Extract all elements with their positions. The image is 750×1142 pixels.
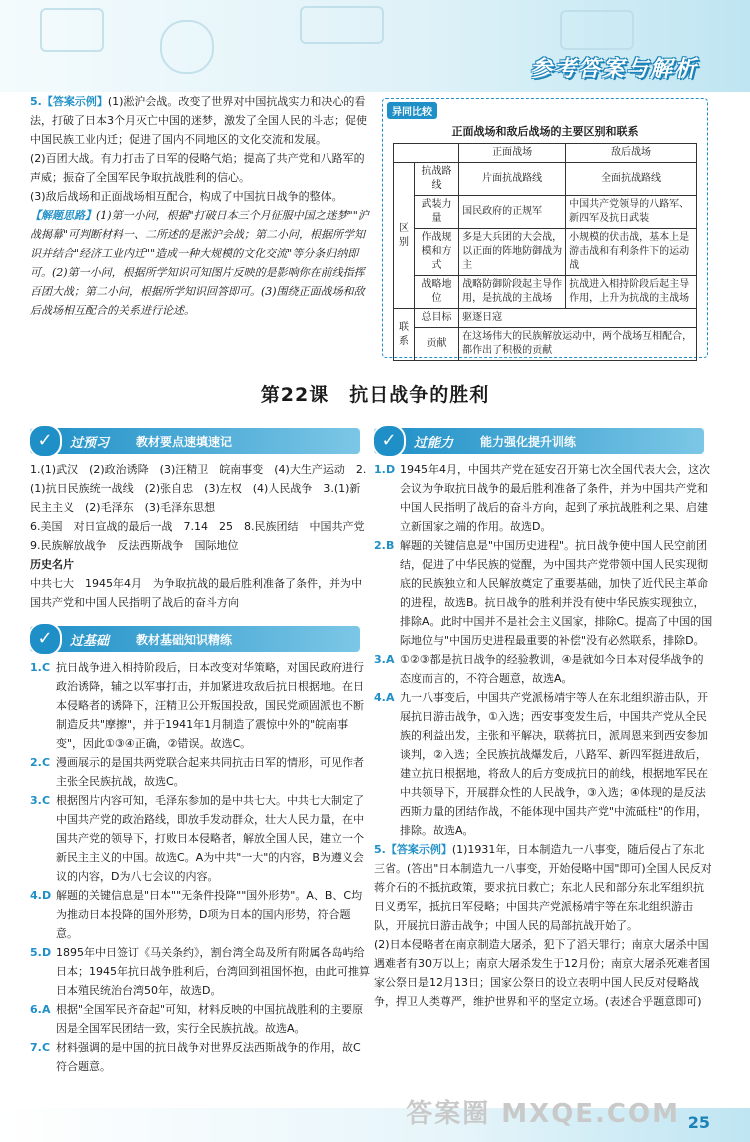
item-number: 3. xyxy=(30,794,42,807)
section-banner xyxy=(30,428,360,454)
compare-title: 正面战场和敌后战场的主要区别和联系 xyxy=(451,125,639,138)
item-answer: C xyxy=(42,661,51,674)
item-text: 根据图片内容可知，毛泽东参加的是中共七大。中共七大制定了中国共产党的政治路线，即放手发动群众，壮大人民力量，在中国共产党的领导下，打败日本侵略者，解放全国人民，建立一个新民主主义的中国。故选C。A为中共"一大"的内容，B为遵义会议的内容，D为八七会议的内容。 xyxy=(56,794,364,883)
table-cell: 片面抗战路线 xyxy=(459,163,566,196)
lesson-title: 第22课 抗日战争的胜利 xyxy=(260,384,490,406)
hint-paragraph xyxy=(30,206,370,320)
item-text: 1895年中日签订《马关条约》，割台湾全岛及所有附属各岛屿给日本；1945年抗日战争胜利后，台湾回到祖国怀抱，由此可推算日本殖民统治台湾50年，故选D。 xyxy=(56,946,370,997)
list-item xyxy=(374,688,714,840)
history-text: 中共七大 1945年4月 为争取抗战的最后胜利准备了条件，并为中国共产党和中国人民指明了战后的奋斗方向 xyxy=(30,577,362,609)
compare-table xyxy=(393,143,697,361)
table-row xyxy=(394,309,697,328)
answer-text: (2)百团大战。有力打击了日军的侵略气焰；提高了共产党和八路军的声威；振奋了全国军民争取抗战胜利的信心。 xyxy=(30,152,365,184)
table-cell: 抗战进入相持阶段后起主导作用，上升为抗战的主战场 xyxy=(566,276,697,309)
table-cell: 多是大兵团的大会战，以正面的阵地防御战为主 xyxy=(459,229,566,276)
table-cell: 小规模的伏击战，基本上是游击战和有利条件下的运动战 xyxy=(566,229,697,276)
list-item xyxy=(30,753,370,791)
row-label: 贡献 xyxy=(415,328,459,361)
group-label: 区别 xyxy=(394,163,415,309)
item-answer: C xyxy=(42,794,51,807)
item-text: 材料强调的是中国的抗日战争对世界反法西斯战争的作用，故C符合题意。 xyxy=(56,1041,361,1073)
list-item xyxy=(30,1000,370,1038)
list-item xyxy=(374,536,714,650)
list-item xyxy=(30,886,370,943)
item-number: 3. xyxy=(374,653,386,666)
item-answer: C xyxy=(42,1041,51,1054)
row-label: 作战规模和方式 xyxy=(415,229,459,276)
ability5-p1 xyxy=(374,840,714,935)
list-item xyxy=(30,943,370,1000)
item-text: ①②③都是抗日战争的经验教训，④是就如今日本对侵华战争的态度而言的，不符合题意，故选A。 xyxy=(400,653,704,685)
table-cell: 战略防御阶段起主导作用，是抗战的主战场 xyxy=(459,276,566,309)
item-answer: A xyxy=(386,653,395,666)
check-icon: ✓ xyxy=(28,622,62,656)
ability5-p2: (2)日本侵略者在南京制造大屠杀，犯下了滔天罪行；南京大屠杀中国遇难者有30万以上；南京大屠杀发生于12月份；南京大屠杀死难者国家公祭日是12月13日；国家公祭日的设立表明中国人民反对侵略战争，捍卫人类尊严，维护世界和平的坚定立场。(表述合乎题意即可) xyxy=(374,938,710,1008)
item-number: 6. xyxy=(30,1003,42,1016)
item-number: 4. xyxy=(374,691,386,704)
basics-list xyxy=(30,658,370,1076)
list-item xyxy=(30,658,370,753)
table-cell: 全面抗战路线 xyxy=(566,163,697,196)
list-item xyxy=(30,1038,370,1076)
item-answer: D xyxy=(386,463,396,476)
doodle-decoration xyxy=(300,6,384,44)
section-subtitle: 教材基础知识精练 xyxy=(136,633,233,647)
item-answer: C xyxy=(42,756,51,769)
comparison-box xyxy=(382,98,708,358)
item-answer: B xyxy=(386,539,395,552)
table-row xyxy=(394,328,697,361)
item-text: 根据"全国军民齐奋起"可知，材料反映的中国抗战胜利的主要原因是全国军民团结一致，实行全民族抗战。故选A。 xyxy=(56,1003,364,1035)
answer-text: (1)1931年，日本制造九一八事变，随后侵占了东北三省。(答出"日本制造九一八事变，开始侵略中国"即可)全国人民反对蒋介石的不抵抗政策，要求抗日救亡；东北人民和部分东北军组织抗日义勇军，抵抗日军侵略；中国共产党派杨靖宇等在东北组织游击队，开展抗日游击战争；中国人民的局部抗战开始了。 xyxy=(374,843,712,932)
list-item xyxy=(374,650,714,688)
row-label: 战略地位 xyxy=(415,276,459,309)
answer-tag: 5.【答案示例】 xyxy=(374,843,452,856)
preview-text: 1.(1)武汉 (2)政治诱降 (3)汪精卫 皖南事变 (4)大生产运动 2.(1)抗日民族统一战线 (2)张自忠 (3)左权 (4)人民战争 3.(1)新民主主义 (2)毛泽东 (3)毛泽东思想 xyxy=(30,463,367,514)
list-item xyxy=(374,460,714,536)
answer-line xyxy=(30,92,370,149)
table-cell: 在这场伟大的民族解放运动中，两个战场互相配合，都作出了积极的贡献 xyxy=(459,328,697,361)
section-banner xyxy=(30,626,360,652)
item-number: 5. xyxy=(30,946,42,959)
item-number: 7. xyxy=(30,1041,42,1054)
section-subtitle: 教材要点速填速记 xyxy=(136,435,233,449)
history-title: 历史名片 xyxy=(30,558,74,571)
table-row xyxy=(394,163,697,196)
top-answer xyxy=(30,92,370,320)
section-name: 过预习 xyxy=(70,436,110,451)
group-label: 联系 xyxy=(394,309,415,361)
item-text: 1945年4月，中国共产党在延安召开第七次全国代表大会，这次会议为争取抗日战争的最后胜利准备了条件，并为中国共产党和中国人民指明了战后的奋斗方向，起到了承抗战胜利之果、启建立新国家之端的作用。故选D。 xyxy=(400,463,710,533)
preview-answers xyxy=(30,460,376,612)
table-row xyxy=(394,196,697,229)
row-label: 武装力量 xyxy=(415,196,459,229)
header-title: 参考答案与解析 xyxy=(529,57,698,82)
hint-tag: 【解题思路】 xyxy=(30,209,96,222)
item-text: 解题的关键信息是"中国历史进程"。抗日战争使中国人民空前团结，促进了中华民族的觉醒，为中国共产党带领中国人民实现彻底的民族独立和人民解放奠定了重要基础，加快了近代民主革命的进程，故选B。抗日战争的胜利并没有使中华民族实现独立，排除A。此时中国并不是社会主义国家，排除C。提高了中国的国际地位与"中国历史进程最重要的补偿"没有必然联系，排除D。 xyxy=(400,539,713,647)
item-answer: A xyxy=(42,1003,51,1016)
item-text: 解题的关键信息是"日本""无条件投降""国外形势"。A、B、C均为推动日本投降的国外形势，D项为日本的国内形势，符合题意。 xyxy=(56,889,363,940)
table-row xyxy=(394,276,697,309)
compare-tag: 异同比较 xyxy=(387,102,437,119)
table-cell: 驱逐日寇 xyxy=(459,309,697,328)
section-name: 过基础 xyxy=(70,634,110,649)
header-cell: 正面战场 xyxy=(459,144,566,163)
watermark: 答案圈 MXQE.COM xyxy=(406,1099,680,1129)
item-number: 2. xyxy=(30,756,42,769)
item-answer: A xyxy=(386,691,395,704)
answer-text: (3)敌后战场和正面战场相互配合，构成了中国抗日战争的整体。 xyxy=(30,190,343,203)
item-text: 抗日战争进入相持阶段后，日本改变对华策略，对国民政府进行政治诱降，辅之以军事打击，并加紧进攻敌后抗日根据地。在日本侵略者的诱降下，汪精卫公开叛国投敌，国民党顽固派也不断制造反共"摩擦"，并于1941年1月制造了震惊中外的"皖南事变"，因此①③④正确，②错误。故选C。 xyxy=(56,661,364,750)
row-label: 抗战路线 xyxy=(415,163,459,196)
answer-tag: 5.【答案示例】 xyxy=(30,95,108,108)
item-answer: D xyxy=(42,889,52,902)
item-number: 1. xyxy=(30,661,42,674)
doodle-decoration xyxy=(560,10,634,50)
header-cell: 敌后战场 xyxy=(566,144,697,163)
ability-list xyxy=(374,460,714,1011)
answer-text: (1)淞沪会战。改变了世界对中国抗战实力和决心的看法，打破了日本3个月灭亡中国的迷梦，激发了全国人民的斗志；促使中国民族工业内迁；促进了国内不同地区的文化交流和发展。 xyxy=(30,95,367,146)
preview-text: 6.美国 对日宣战的最后一战 7.14 25 8.民族团结 中国共产党 9.民族解放战争 反法西斯战争 国际地位 xyxy=(30,520,376,552)
item-text: 漫画展示的是国共两党联合起来共同抗击日军的情形，可见作者主张全民族抗战，故选C。 xyxy=(56,756,364,788)
section-banner xyxy=(374,428,704,454)
item-number: 2. xyxy=(374,539,386,552)
section-subtitle: 能力强化提升训练 xyxy=(480,435,577,449)
table-cell: 中国共产党领导的八路军、新四军及抗日武装 xyxy=(566,196,697,229)
doodle-decoration xyxy=(40,8,104,52)
hint-text: (1)第一小问，根据"打破日本三个月征服中国之迷梦""沪战揭幕"可判断材料一、二所述的是淞沪会战；第二小问，根据所学知识并结合"经济工业内迁""造成一种大规模的文化交流"等分条归纳即可。(2)第一小问，根据所学知识可知图片反映的是影响你在前线指挥百团大战；第二小问，根据所学知识回答即可。(3)围绕正面战场和敌后战场相互配合的关系进行论述。 xyxy=(30,209,369,317)
table-header-row xyxy=(394,144,697,163)
page-number: 25 xyxy=(687,1113,710,1132)
list-item xyxy=(30,791,370,886)
check-icon: ✓ xyxy=(372,424,406,458)
table-cell: 国民政府的正规军 xyxy=(459,196,566,229)
row-label: 总目标 xyxy=(415,309,459,328)
table-row xyxy=(394,229,697,276)
doodle-decoration xyxy=(160,20,214,74)
item-answer: D xyxy=(42,946,52,959)
item-number: 4. xyxy=(30,889,42,902)
item-text: 九一八事变后，中国共产党派杨靖宇等人在东北组织游击队，开展抗日游击战争，①入选；西安事变发生后，中国共产党从全民族的利益出发，主张和平解决，联蒋抗日，派周恩来到西安参加谈判，②入选；全民族抗战爆发后，八路军、新四军挺进敌后，建立抗日根据地，将敌人的后方变成抗日的前线，根据地军民在中共领导下，开展群众性的人民战争，③入选；④体现的是反法西斯力量的团结作战，不能体现中国共产党"中流砥柱"的作用，排除。故选A。 xyxy=(400,691,708,837)
check-icon: ✓ xyxy=(28,424,62,458)
section-name: 过能力 xyxy=(414,436,454,451)
item-number: 1. xyxy=(374,463,386,476)
